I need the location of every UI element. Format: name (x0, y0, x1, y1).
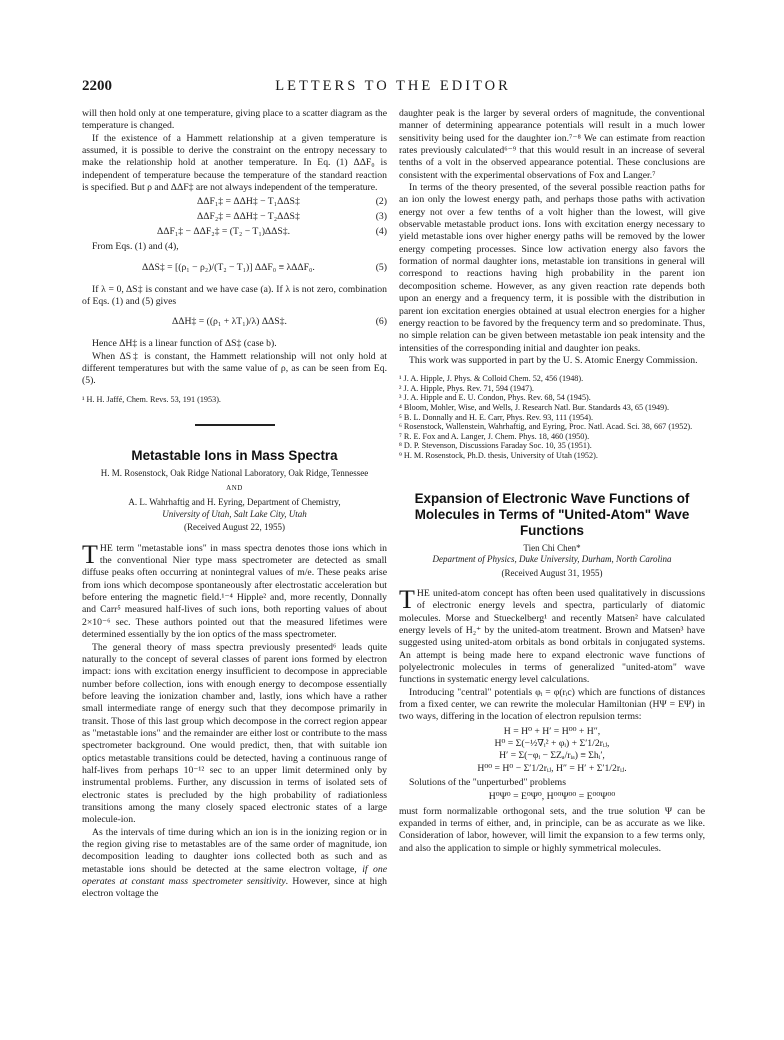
reference: ⁸ D. P. Stevenson, Discussions Faraday Soc. 10, 35 (1951). (399, 441, 592, 451)
paragraph-text: HE united-atom concept has often been used qualitatively in discussions of electronic energy levels and spectra, particularly of diatomic molecules. Morse and Stueckelberg¹ and recently Matsen² have calculated energy levels of H₂⁺ by the united-atom treatment. Brown and Matsen³ have suggested using united-atom orbitals as bond orbitals in conjugated systems. An attempt is being made here to expand electronic wave functions of polyelectronic molecules in terms of generalized "united-atom" wave functions in systematic energy level calculations. (399, 587, 705, 686)
paragraph: When ΔS‡ is constant, the Hammett relationship will not only hold at different temperatures but with the same value of ρ, as can be seen from Eq. (5). (82, 350, 387, 387)
paragraph (82, 827, 387, 901)
equation-6 (82, 310, 387, 336)
equation-body: ΔΔF₁‡ − ΔΔF₂‡ = (T₂ − T₁)ΔΔS‡. (157, 226, 291, 238)
equation-number: (3) (375, 211, 387, 223)
paragraph: must form normalizable orthogonal sets, and the true solution Ψ can be expanded in terms of either, and, in principle, can be as accurate as we like. Consideration of labor, however, will limit the expansion to a few terms only, and also the application to simple or highly symmetrical molecules. (399, 805, 705, 854)
article-title: Metastable Ions in Mass Spectra (131, 448, 338, 464)
reference: ⁴ Bloom, Mohler, Wise, and Wells, J. Research Natl. Bur. Standards 43, 65 (1949). (399, 403, 670, 412)
paragraph: In terms of the theory presented, of the several possible reaction paths for an ion only the lowest energy path, and perhaps those paths with activation energy not over a few tenths of a volt higher than the lowest, will give observable metastable product ions. Ions with excitation energy necessary to yield metastable ions over higher energy paths will be removed by the lower energy competing processes. Since low activation energy also favors the formation of normal daughter ions, metastable ion transitions in general will correspond to reactions having high probability in the parent ion decomposition scheme. However, as any given reaction rate depends both upon an energy and a frequency term, it is possible with the distribution in parent ion excitation energies obtained at usual electron energies for a higher energy reaction to be favored by the frequency term and so predominate. Thus, no simple relation can be given between metastable ion peak intensity and the intensities of the corresponding initial and daughter ion peaks. (399, 182, 705, 354)
equation-block (399, 726, 705, 775)
paragraph: daughter peak is the larger by several orders of magnitude, the conventional manner of determining appearance potentials will result in a much lower sensitivity being used for the daughter ion.⁷⁻⁸ We can estimate from reaction rates previously calculated⁶⁻⁹ that this would result in an increase of several tenths of a volt in the observed appearance potential. These conclusions are consistent with the experimental observations of Fox and Langer.⁷ (399, 108, 705, 181)
reference: ² J. A. Hipple, Phys. Rev. 71, 594 (1947). (399, 383, 534, 393)
article-title: Expansion of Electronic Wave Functions of Molecules in Terms of "United-Atom" Wave Functions (414, 490, 690, 538)
equation-line: H⁰Ψ⁰ = E⁰Ψ⁰, H⁰⁰Ψ⁰⁰ = E⁰⁰Ψ⁰⁰ (488, 791, 616, 803)
reference: ⁹ H. M. Rosenstock, Ph.D. thesis, University of Utah (1952). (399, 450, 598, 460)
equation-number: (2) (375, 196, 387, 208)
byline (82, 468, 387, 520)
affiliation: University of Utah, Salt Lake City, Utah (162, 508, 307, 519)
author-line: Tien Chi Chen* (523, 542, 581, 553)
equation-number: (5) (375, 261, 387, 273)
affiliation: Department of Physics, Duke University, Durham, North Carolina (432, 554, 672, 565)
paragraph: Introducing "central" potentials φᵢ = φ(rᵢc) which are functions of distances from a fixed center, we can rewrite the molecular Hamiltonian (HΨ = EΨ) in two ways, differing in the location of electron repulsion terms: (399, 686, 705, 723)
and-separator: AND (226, 483, 243, 492)
paragraph (82, 539, 387, 642)
right-column (399, 108, 705, 855)
paragraph-text: HE term "metastable ions" in mass spectra denotes those ions which in the conventional Nier type mass spectrometer are detected as small diffuse peaks often occurring at nonintegral values of m/e. These peaks arise from ions which decompose spontaneously after electrostatic acceleration but before entering the magnetic field.¹⁻⁴ Hipple² and, more recently, Donnally and Carr⁵ measured half-lives of such ions, both reporting values of about 2×10⁻⁶ sec. These authors pointed out that the measured lifetimes were determined essentially by the ion optics of the mass spectrometer. (82, 542, 387, 641)
equation-body: ΔΔH‡ = ((ρ₁ + λT₁)/λ) ΔΔS‡. (172, 316, 287, 328)
equation-line: H⁰⁰ = H⁰ − Σ′1/2rᵢⱼ, H″ = H′ + Σ′1/2rᵢⱼ. (477, 762, 627, 774)
emphasis: if one operates at constant mass spectrometer sensitivity (82, 863, 388, 888)
equation-body: ΔΔF₂‡ = ΔΔH‡ − T₂ΔΔS‡ (197, 211, 300, 223)
paragraph: If the existence of a Hammett relationship at a given temperature is assumed, it is possible to derive the constraint on the entropy necessary to make the relationship hold at another temperature. In Eq. (1) ΔΔF₀ is independent of temperature because the temperature of the standard reaction is specified. But ρ and ΔΔF‡ are not always independent of the temperature. (82, 132, 387, 194)
received-date: (Received August 22, 1955) (184, 522, 285, 533)
paragraph: From Eqs. (1) and (4), (92, 241, 179, 253)
reference: ¹ H. H. Jaffé, Chem. Revs. 53, 191 (1953). (82, 394, 221, 404)
reference: ⁷ R. E. Fox and A. Langer, J. Chem. Phys. 18, 460 (1950). (399, 431, 590, 441)
equation-number: (6) (375, 316, 387, 328)
references (82, 395, 387, 405)
equation-number: (4) (375, 226, 387, 238)
equation-body: ΔΔS‡ = [(ρ₁ − ρ₂)/(T₂ − T₁)] ΔΔF₀ ≡ λΔΔF₀. (142, 261, 315, 273)
reference: ³ J. A. Hipple and E. U. Condon, Phys. Rev. 68, 54 (1945). (399, 393, 591, 403)
page-header (82, 78, 704, 96)
paragraph: Solutions of the "unperturbed" problems (409, 777, 566, 789)
equation-body: ΔΔF₁‡ = ΔΔH‡ − T₁ΔΔS‡ (197, 196, 300, 208)
paragraph-text: . However, since at high electron voltage the (82, 876, 387, 900)
received-date: (Received August 31, 1955) (501, 567, 603, 578)
drop-cap: T (399, 584, 415, 614)
equation-line: H = H⁰ + H′ = H⁰⁰ + H″, (503, 725, 601, 737)
paragraph: This work was supported in part by the U. S. Atomic Energy Commission. (409, 354, 698, 366)
equation-3 (82, 211, 387, 224)
separator-rule (195, 424, 275, 426)
running-head: LETTERS TO THE EDITOR (275, 78, 511, 94)
byline (399, 543, 705, 566)
references (399, 374, 705, 460)
equation-line: H⁰ = Σ(−½∇ᵢ² + φᵢ) + Σ′1/2rᵢⱼ, (494, 738, 610, 750)
paragraph (399, 584, 705, 687)
paragraph: will then hold only at one temperature, giving place to a scatter diagram as the temperature is changed. (82, 108, 387, 132)
paragraph: The general theory of mass spectra previously presented⁶ leads quite naturally to the concept of several classes of parent ions formed by electron impact: ions with excitation energy insufficient to decompose in appreciable number before collection, ions with enough energy to decompose essentially before leaving the ionization chamber and, lastly, ions which have a rather small intermediate range of energy such that they decompose primarily in transit. Those of this last group which decompose in the correct region appear as "metastable ions" and the remainder are either lost or contribute to the mass spectrometer background. One would predict, then, that with suitable ion optics metastable transitions could be detected, having a continuous range of half-lives from perhaps 10⁻¹² sec to an upper limit determined only by instrumental problems. Further, any discussion in terms of isolated sets of electronic states is precluded by the high probability of radiationless transitions among the many closely spaced electronic states of a large molecule-ion. (82, 641, 387, 826)
equation-2 (82, 196, 387, 209)
reference: ⁶ Rosenstock, Wallenstein, Wahrhaftig, and Eyring, Proc. Natl. Acad. Sci. 38, 667 (1952). (399, 422, 693, 432)
reference: ⁵ B. L. Donnally and H. E. Carr, Phys. Rev. 93, 111 (1954). (399, 412, 593, 422)
author-line: H. M. Rosenstock, Oak Ridge National Laboratory, Oak Ridge, Tennessee (100, 468, 369, 479)
spacer (399, 461, 705, 491)
paragraph: Hence ΔH‡ is a linear function of ΔS‡ (case b). (92, 338, 277, 350)
equation-5 (82, 256, 387, 282)
equation-line: H′ = Σ(−φᵢ − ΣZₐ/rᵢₐ) ≡ Σhᵢ′, (499, 750, 605, 762)
equation-4 (82, 226, 387, 239)
left-column (82, 108, 387, 901)
paragraph-text: As the intervals of time during which an ion is in the ionizing region or in the region giving rise to metastables are of the same order of magnitude, ion decomposition leading to daughter ions collected both as such and as metastable ions should be detected at the same electron voltage, (82, 826, 387, 875)
author-line: A. L. Wahrhaftig and H. Eyring, Department of Chemistry, (128, 497, 341, 508)
paragraph: If λ = 0, ΔS‡ is constant and we have case (a). If λ is not zero, combination of Eqs. (1) and (5) gives (82, 283, 387, 308)
page-number: 2200 (82, 78, 112, 94)
reference: ¹ J. A. Hipple, J. Phys. & Colloid Chem. 52, 456 (1948). (399, 374, 584, 384)
drop-cap: T (82, 539, 98, 569)
